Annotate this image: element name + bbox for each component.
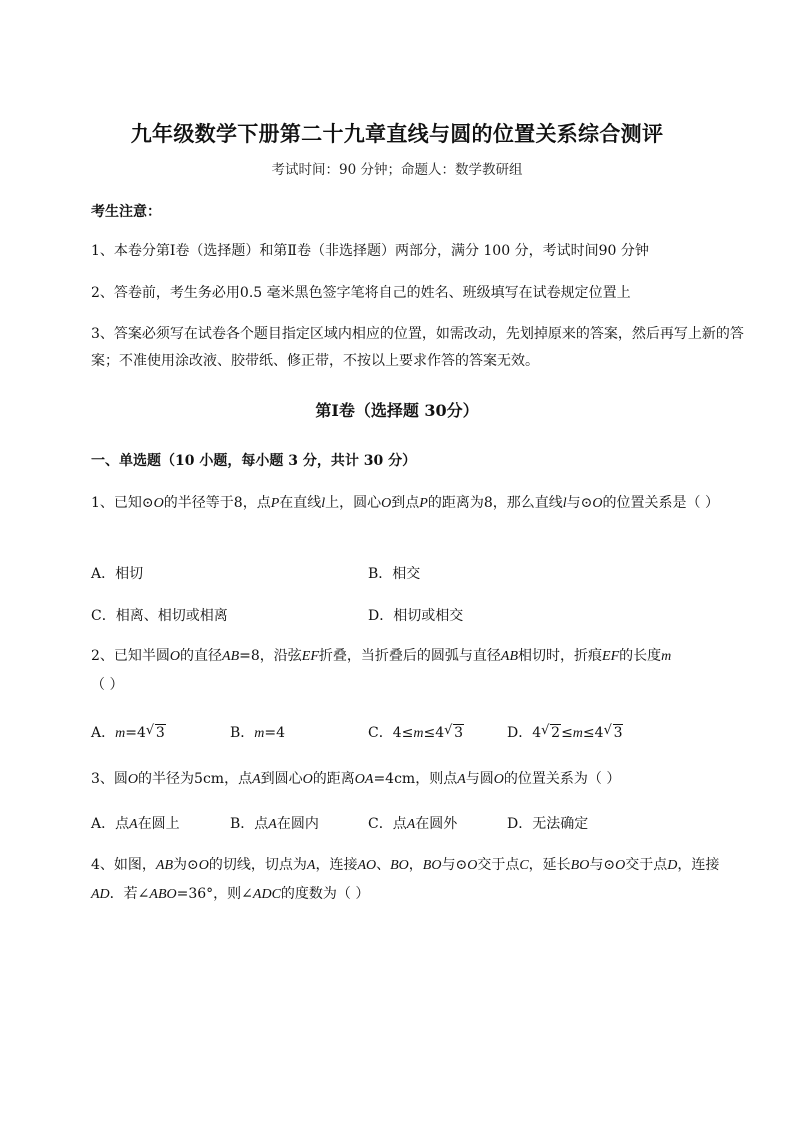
section-title: 第Ⅰ卷（选择题 30分） xyxy=(315,401,479,420)
page-title: 九年级数学下册第二十九章直线与圆的位置关系综合测评 xyxy=(130,121,664,146)
question-3-option-b[interactable]: B．点A在圆内 xyxy=(230,816,319,832)
question-3-option-a[interactable]: A．点A在圆上 xyxy=(91,816,180,832)
question-2-option-c[interactable]: C．4≤m≤4 √ 3 xyxy=(368,723,464,741)
sqrt-symbol: √ 3 xyxy=(145,723,165,741)
notice-heading: 考生注意： xyxy=(91,204,161,220)
sqrt-symbol: √ 3 xyxy=(603,723,623,741)
question-2-option-d[interactable]: D．4 √ 2≤m≤4 √ 3 xyxy=(507,723,623,741)
question-3-option-d[interactable]: D．无法确定 xyxy=(507,816,589,832)
question-2-option-a[interactable]: A．m=4 √ 3 xyxy=(91,723,165,741)
notice-item-1: 1、本卷分第Ⅰ卷（选择题）和第Ⅱ卷（非选择题）两部分，满分 100 分，考试时间90 分钟 xyxy=(91,243,649,259)
question-1-stem: 1、已知⊙O的半径等于8，点P在直线l上，圆心O到点P的距离为8，那么直线l与⊙O的位置关系是（ ） xyxy=(91,495,719,511)
question-4-stem: 4、如图，AB为⊙O的切线，切点为A，连接AO、BO，BO与⊙O交于点C，延长BO与⊙O交于点D，连接AD．若∠ABO=36°，则∠ADC的度数为（ ） xyxy=(91,857,720,902)
sqrt-symbol: √ 3 xyxy=(444,723,464,741)
notice-item-3: 3、答案必须写在试卷各个题目指定区域内相应的位置，如需改动，先划掉原来的答案，然后再写上新的答案；不准使用涂改液、胶带纸、修正带，不按以上要求作答的答案无效。 xyxy=(91,326,744,369)
question-3-stem: 3、圆O的半径为5cm，点A到圆心O的距离OA=4cm，则点A与圆O的位置关系为（ ） xyxy=(91,771,621,787)
exam-info: 考试时间：90 分钟；命题人：数学教研组 xyxy=(271,162,523,178)
question-1-option-c[interactable]: C．相离、相切或相离 xyxy=(91,608,228,624)
sqrt-symbol: √ 2 xyxy=(541,723,561,741)
question-3-option-c[interactable]: C．点A在圆外 xyxy=(368,816,458,832)
question-1-option-b[interactable]: B．相交 xyxy=(368,566,421,582)
question-1-option-d[interactable]: D．相切或相交 xyxy=(368,608,464,624)
notice-item-2: 2、答卷前，考生务必用0.5 毫米黑色签字笔将自己的姓名、班级填写在试卷规定位置上 xyxy=(91,285,631,301)
part-heading: 一、单选题（10 小题，每小题 3 分，共计 30 分） xyxy=(91,453,417,469)
question-2-option-b[interactable]: B．m=4 xyxy=(230,725,286,741)
question-2-stem: 2、已知半圆O的直径AB=8，沿弦EF折叠，当折叠后的圆弧与直径AB相切时，折痕EF的长度m （ ） xyxy=(91,648,672,693)
question-1-option-a[interactable]: A．相切 xyxy=(91,566,144,582)
